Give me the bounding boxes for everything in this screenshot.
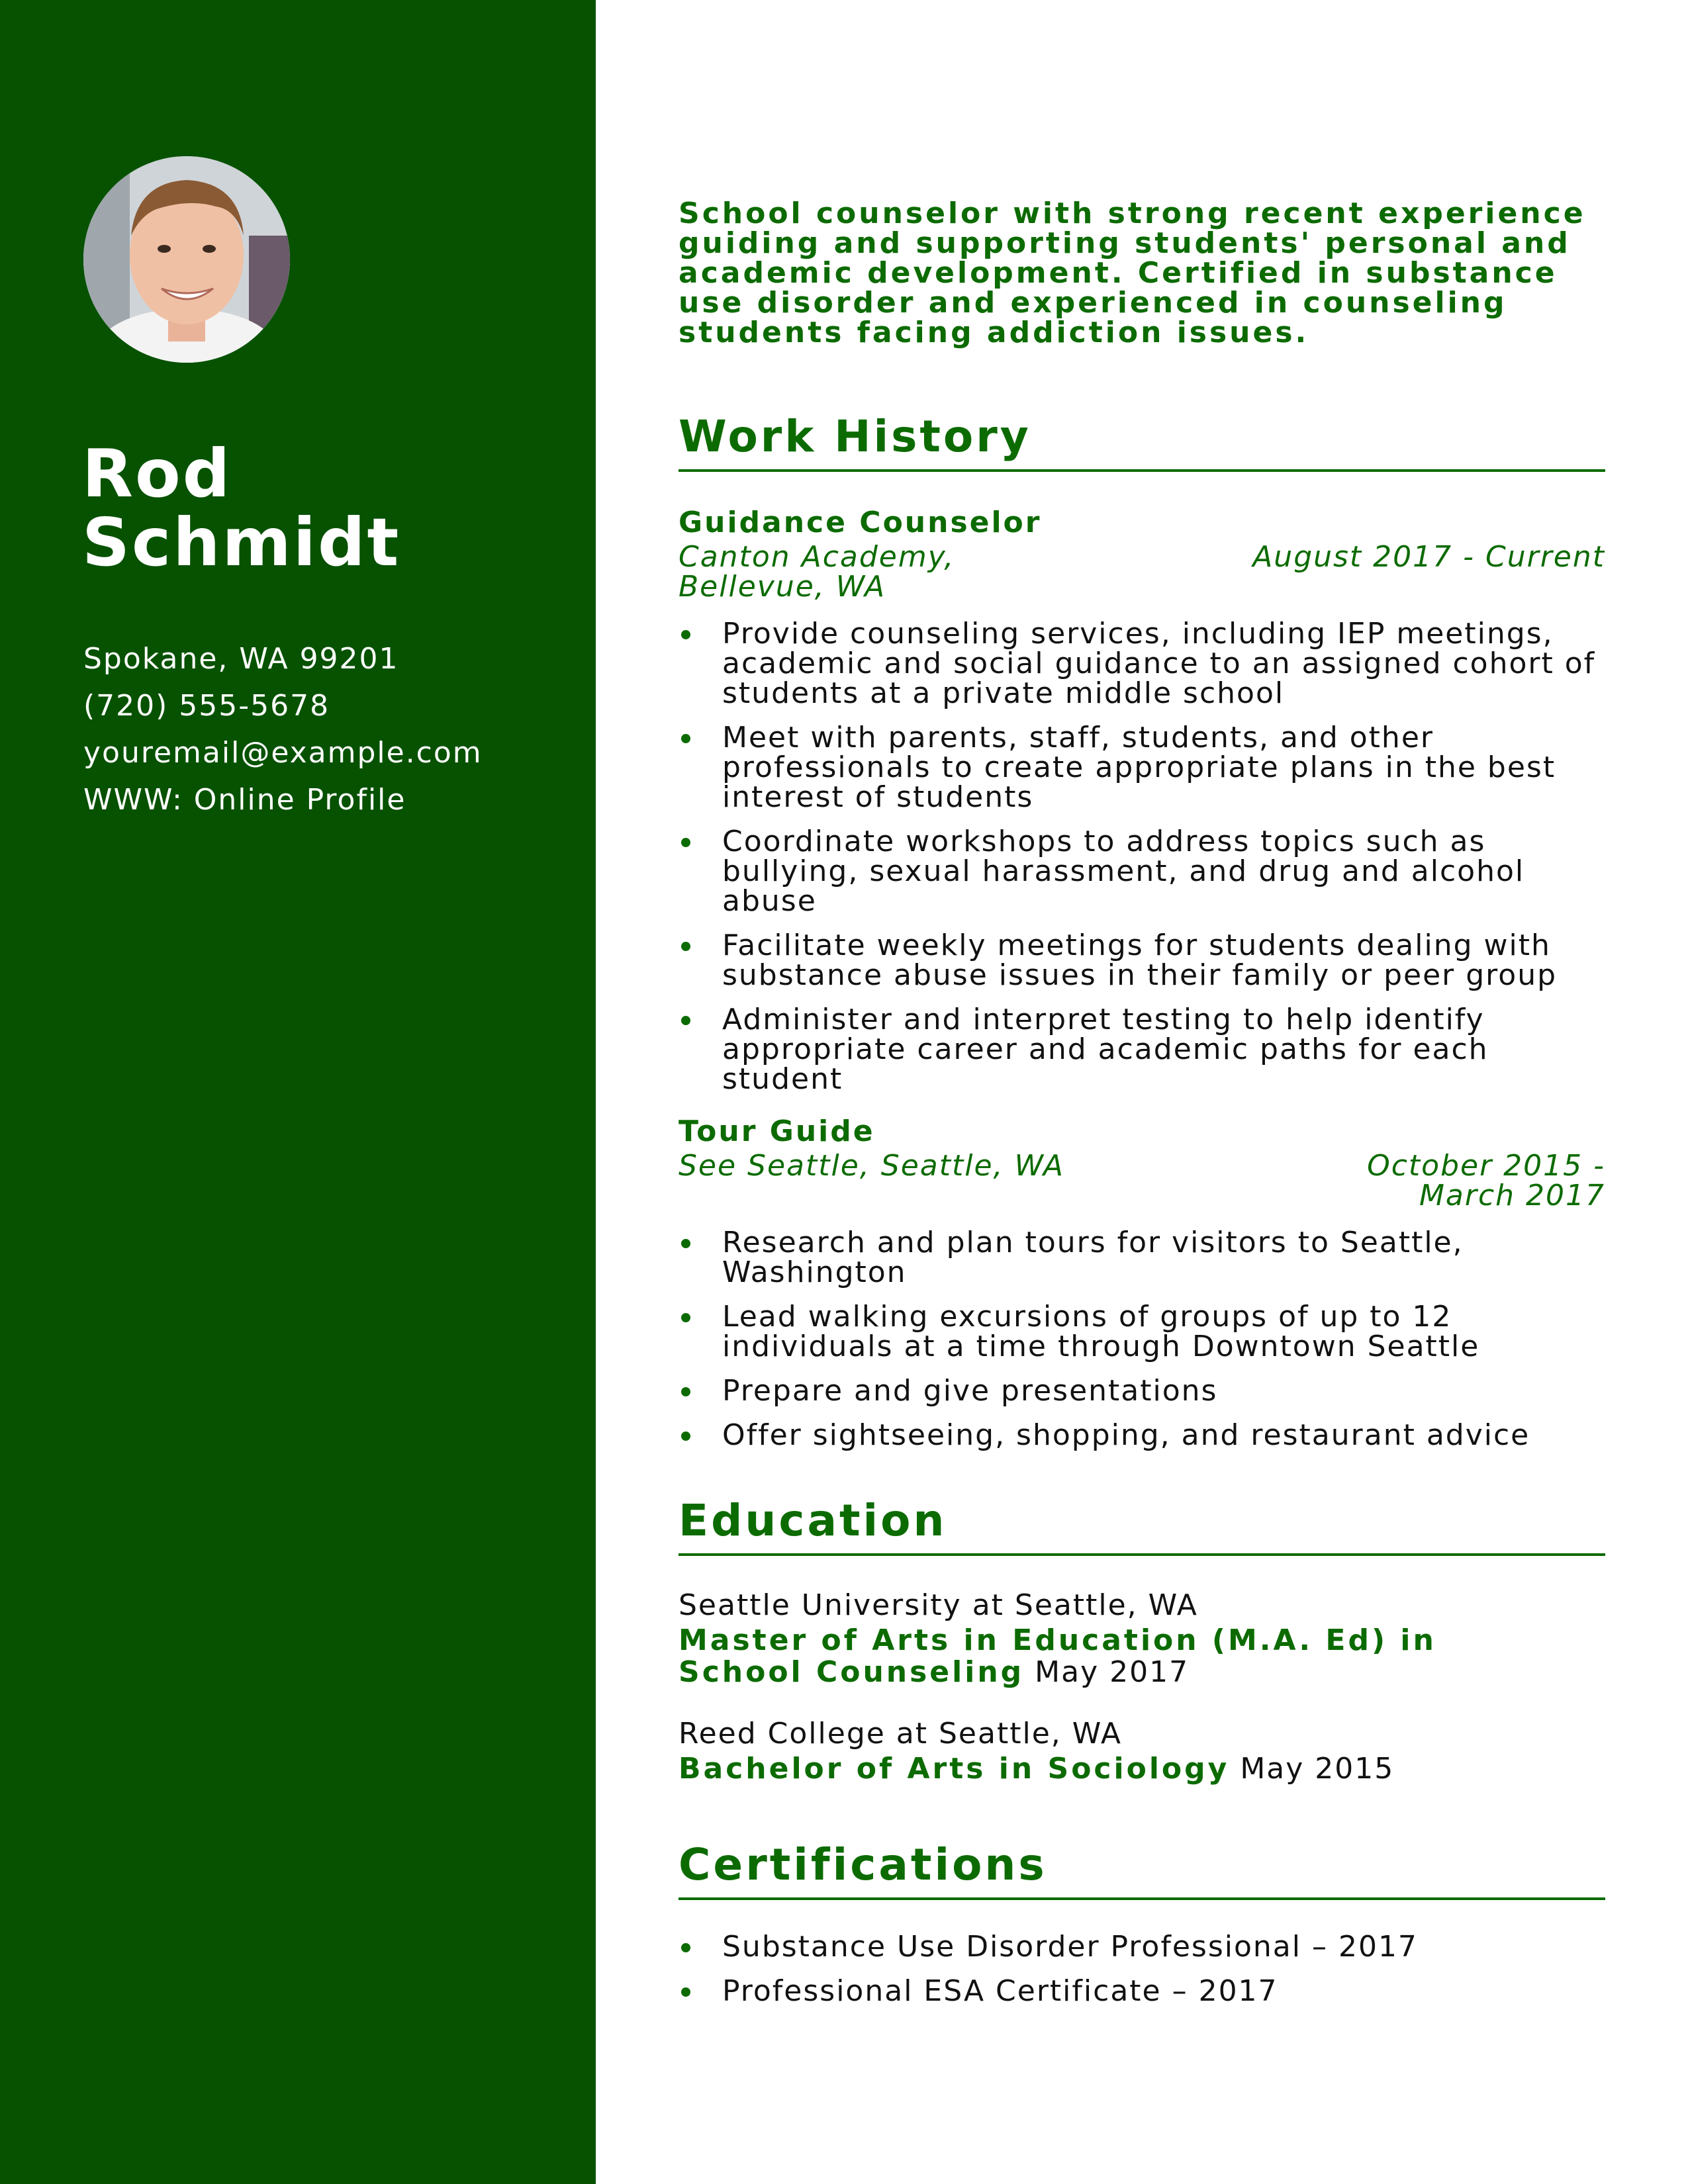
section-divider (679, 1897, 1605, 1900)
list-item: Facilitate weekly meetings for students dealing with substance abuse issues in their family or peer group (679, 931, 1605, 990)
job-entry (679, 1113, 1605, 1450)
job-dates: October 2015 - March 2017 (1367, 1149, 1605, 1212)
section-divider (679, 1553, 1605, 1556)
list-item: Offer sightseeing, shopping, and restaurant advice (679, 1420, 1605, 1450)
job-bullets (679, 619, 1605, 1094)
last-name: Schmidt (82, 504, 401, 581)
education-degree: Master of Arts in Education (M.A. Ed) in School Counseling (679, 1623, 1436, 1689)
section-title-certifications: Certifications (679, 1839, 1047, 1890)
sidebar (0, 0, 596, 2184)
education-school: Seattle University at Seattle, WA (679, 1588, 1198, 1622)
contact-web-link[interactable]: WWW: Online Profile (83, 783, 406, 817)
summary: School counselor with strong recent experience guiding and supporting students' personal and academic development. Certified in substance use disorder and experienced in counseling students facing addiction issues. (679, 197, 1586, 349)
list-item: Administer and interpret testing to help identify appropriate career and academic paths for each student (679, 1005, 1605, 1094)
section-title-education: Education (679, 1495, 947, 1546)
job-entry (679, 504, 1605, 1094)
list-item: Research and plan tours for visitors to Seattle, Washington (679, 1228, 1605, 1287)
education-degree-line (679, 1753, 1539, 1785)
certifications-section (679, 1835, 1605, 2006)
job-company: Canton Academy, Bellevue, WA (679, 540, 955, 604)
education-entry (679, 1586, 1605, 1688)
education-degree-line (679, 1625, 1539, 1688)
list-item: Substance Use Disorder Professional – 2017 (679, 1932, 1605, 1962)
candidate-name (82, 435, 401, 581)
job-meta (679, 1151, 1605, 1210)
contact-phone: (720) 555-5678 (83, 689, 330, 723)
education-date: May 2015 (1240, 1752, 1395, 1786)
first-name: Rod (82, 435, 232, 512)
education-degree: Bachelor of Arts in Sociology (679, 1752, 1230, 1786)
job-title: Tour Guide (679, 1115, 875, 1148)
job-dates: August 2017 - Current (1252, 540, 1605, 574)
list-item: Professional ESA Certificate – 2017 (679, 1976, 1605, 2006)
section-title-work-history: Work History (679, 411, 1031, 462)
main-content (679, 199, 1605, 2021)
job-title: Guidance Counselor (679, 506, 1042, 539)
contact-info (83, 639, 483, 827)
list-item: Coordinate workshops to address topics such as bullying, sexual harassment, and drug and alcohol abuse (679, 827, 1605, 916)
work-history-section (679, 407, 1605, 1450)
contact-email[interactable]: youremail@example.com (83, 736, 483, 770)
list-item: Meet with parents, staff, students, and other professionals to create appropriate plans in the best interest of students (679, 723, 1605, 812)
education-date: May 2017 (1035, 1655, 1190, 1689)
certification-list (679, 1932, 1605, 2006)
job-company: See Seattle, Seattle, WA (679, 1149, 1064, 1183)
list-item: Provide counseling services, including IEP meetings, academic and social guidance to an assigned cohort of students at a private middle school (679, 619, 1605, 708)
section-divider (679, 469, 1605, 472)
education-section (679, 1491, 1605, 1785)
job-bullets (679, 1228, 1605, 1450)
contact-location: Spokane, WA 99201 (83, 642, 399, 676)
education-entry (679, 1715, 1605, 1785)
profile-photo-image (83, 156, 290, 363)
list-item: Prepare and give presentations (679, 1376, 1605, 1406)
job-meta (679, 542, 1605, 602)
profile-photo (83, 156, 290, 363)
list-item: Lead walking excursions of groups of up to 12 individuals at a time through Downtown Seattle (679, 1302, 1605, 1361)
education-school: Reed College at Seattle, WA (679, 1717, 1122, 1751)
